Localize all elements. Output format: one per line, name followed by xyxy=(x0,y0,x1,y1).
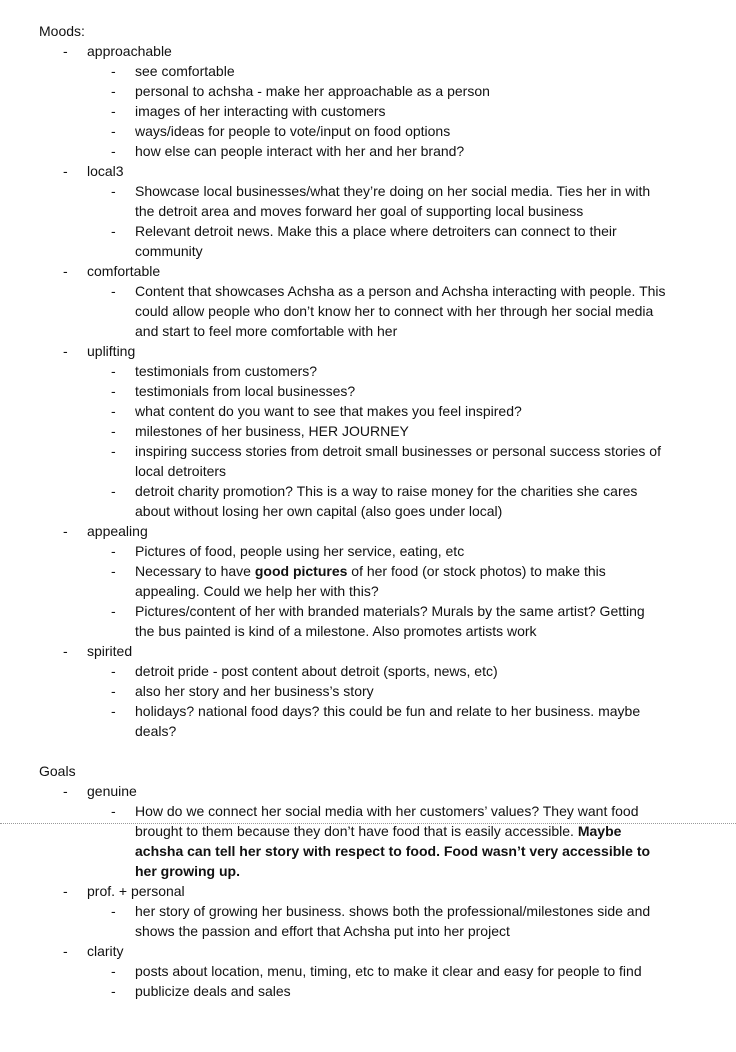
subitem-text: Showcase local businesses/what they’re doing on her social media. Ties her in with the detroit area and moves forward her goal of supporting local business xyxy=(135,183,651,219)
moods-subitem xyxy=(0,561,736,601)
bold-text: Maybe achsha can tell her story with respect to food. Food wasn’t very accessible to her growing up. xyxy=(135,823,651,879)
bullet-dash: - xyxy=(111,703,116,719)
document-body xyxy=(0,21,736,1001)
subitem-text: testimonials from local businesses? xyxy=(135,383,356,399)
bullet-dash: - xyxy=(111,403,116,419)
subitem-text: how else can people interact with her and her brand? xyxy=(135,143,465,159)
subitem-text: detroit charity promotion? This is a way to raise money for the charities she cares about without losing her own capital (also goes under local) xyxy=(135,483,638,519)
goals-item-label: genuine xyxy=(87,783,137,799)
page-break-divider xyxy=(0,823,736,824)
bullet-dash: - xyxy=(111,283,116,299)
moods-subitem xyxy=(0,81,736,101)
subitem-text: images of her interacting with customers xyxy=(135,103,386,119)
subitem-text: Necessary to have xyxy=(135,563,255,579)
moods-subitem xyxy=(0,421,736,441)
moods-subitem xyxy=(0,381,736,401)
bullet-dash: - xyxy=(111,543,116,559)
subitem-text: Content that showcases Achsha as a person and Achsha interacting with people. This could allow people who don’t know her to connect with her through her social media and start to feel more comfortable with her xyxy=(135,283,666,339)
subitem-text: Pictures of food, people using her service, eating, etc xyxy=(135,543,465,559)
moods-subitem xyxy=(0,221,736,261)
moods-subitem xyxy=(0,601,736,641)
goals-subitem xyxy=(0,981,736,1001)
bullet-dash: - xyxy=(63,783,68,799)
subitem-text: ways/ideas for people to vote/input on food options xyxy=(135,123,451,139)
moods-subitem xyxy=(0,661,736,681)
bullet-dash: - xyxy=(63,343,68,359)
bullet-dash: - xyxy=(63,943,68,959)
subitem-text: milestones of her business, HER JOURNEY xyxy=(135,423,409,439)
bullet-dash: - xyxy=(111,363,116,379)
bullet-dash: - xyxy=(111,83,116,99)
goals-subitem xyxy=(0,961,736,981)
moods-item-label: uplifting xyxy=(87,343,136,359)
bullet-dash: - xyxy=(111,483,116,499)
subitem-text: what content do you want to see that makes you feel inspired? xyxy=(135,403,522,419)
moods-item xyxy=(0,161,736,181)
bullet-dash: - xyxy=(111,563,116,579)
goals-item-label: clarity xyxy=(87,943,124,959)
bullet-dash: - xyxy=(111,963,116,979)
moods-item-label: spirited xyxy=(87,643,133,659)
moods-subitem xyxy=(0,441,736,481)
bullet-dash: - xyxy=(111,983,116,999)
moods-item-label: appealing xyxy=(87,523,148,539)
bullet-dash: - xyxy=(111,123,116,139)
moods-item xyxy=(0,41,736,61)
section-gap xyxy=(0,741,736,761)
subitem-text: holidays? national food days? this could be fun and relate to her business. maybe deals? xyxy=(135,703,641,739)
bullet-dash: - xyxy=(111,103,116,119)
subitem-text: Pictures/content of her with branded materials? Murals by the same artist? Getting the bus painted is kind of a milestone. Also promotes artists work xyxy=(135,603,645,639)
moods-item-label: comfortable xyxy=(87,263,161,279)
moods-item-label: approachable xyxy=(87,43,172,59)
moods-subitem xyxy=(0,121,736,141)
moods-subitem xyxy=(0,61,736,81)
bullet-dash: - xyxy=(111,63,116,79)
bullet-dash: - xyxy=(111,223,116,239)
bullet-dash: - xyxy=(111,443,116,459)
goals-item-label: prof. + personal xyxy=(87,883,185,899)
bullet-dash: - xyxy=(63,883,68,899)
subitem-text: also her story and her business’s story xyxy=(135,683,374,699)
goals-subitem xyxy=(0,901,736,941)
moods-item xyxy=(0,261,736,281)
goals-item xyxy=(0,881,736,901)
moods-subitem xyxy=(0,141,736,161)
subitem-text: publicize deals and sales xyxy=(135,983,291,999)
moods-subitem xyxy=(0,361,736,381)
bullet-dash: - xyxy=(111,663,116,679)
subitem-text: see comfortable xyxy=(135,63,235,79)
moods-subitem xyxy=(0,541,736,561)
moods-section xyxy=(0,21,736,741)
moods-heading: Moods: xyxy=(39,23,85,39)
bullet-dash: - xyxy=(111,903,116,919)
moods-subitem xyxy=(0,401,736,421)
bullet-dash: - xyxy=(63,43,68,59)
moods-item xyxy=(0,341,736,361)
moods-subitem xyxy=(0,101,736,121)
moods-subitem xyxy=(0,701,736,741)
subitem-text: her story of growing her business. shows both the professional/milestones side and shows the passion and effort that Achsha put into her project xyxy=(135,903,651,939)
subitem-text: personal to achsha - make her approachable as a person xyxy=(135,83,490,99)
moods-item xyxy=(0,521,736,541)
subitem-text: Relevant detroit news. Make this a place where detroiters can connect to their community xyxy=(135,223,617,259)
bullet-dash: - xyxy=(111,383,116,399)
goals-item xyxy=(0,781,736,801)
goals-section xyxy=(0,761,736,1001)
moods-subitem xyxy=(0,281,736,341)
bullet-dash: - xyxy=(111,143,116,159)
moods-subitem xyxy=(0,481,736,521)
bold-text: good pictures xyxy=(254,563,348,579)
subitem-text: posts about location, menu, timing, etc to make it clear and easy for people to find xyxy=(135,963,642,979)
bullet-dash: - xyxy=(111,803,116,819)
goals-subitem xyxy=(0,801,736,881)
moods-item-label: local3 xyxy=(87,163,124,179)
bullet-dash: - xyxy=(111,423,116,439)
subitem-text: testimonials from customers? xyxy=(135,363,318,379)
subitem-text: How do we connect her social media with her customers’ values? They want food brought to them because they don’t have food that is easily accessible. xyxy=(135,803,639,839)
moods-item xyxy=(0,641,736,661)
goals-heading: Goals xyxy=(39,763,76,779)
subitem-text: of her food (or stock photos) to make this appealing. Could we help her with this? xyxy=(135,563,606,599)
bullet-dash: - xyxy=(111,683,116,699)
bullet-dash: - xyxy=(111,603,116,619)
bullet-dash: - xyxy=(63,643,68,659)
bullet-dash: - xyxy=(63,163,68,179)
bullet-dash: - xyxy=(111,183,116,199)
bullet-dash: - xyxy=(63,523,68,539)
subitem-text: detroit pride - post content about detroit (sports, news, etc) xyxy=(135,663,498,679)
subitem-text: inspiring success stories from detroit small businesses or personal success stories of local detroiters xyxy=(135,443,661,479)
bullet-dash: - xyxy=(63,263,68,279)
moods-subitem xyxy=(0,681,736,701)
moods-subitem xyxy=(0,181,736,221)
goals-item xyxy=(0,941,736,961)
